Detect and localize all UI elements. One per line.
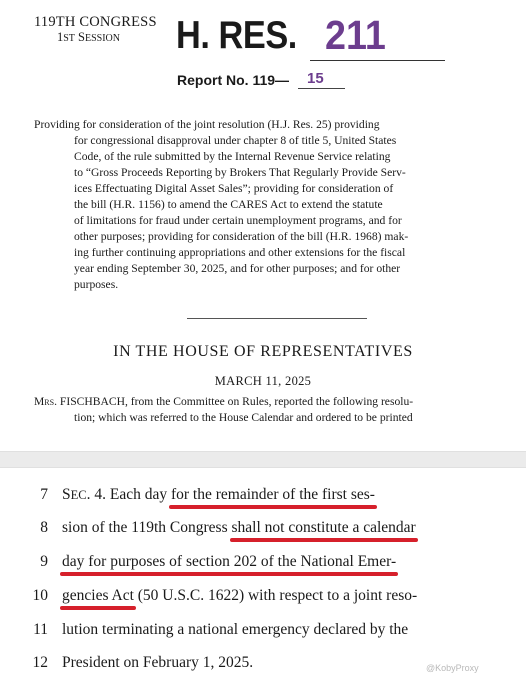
summary-line: the bill (H.R. 1156) to amend the CARES Act to extend the statute: [74, 198, 383, 211]
bill-text-segment: lution terminating a national emergency declared by the: [62, 621, 409, 638]
bill-line: [62, 587, 488, 605]
reporter-name: Mrs. FISCHBACH: [34, 395, 125, 408]
section-label: SEC.: [62, 486, 91, 503]
report-label: Report No. 119—: [177, 72, 290, 88]
summary-line: other purposes; providing for consideration of the bill (H.R. 1968) mak-: [74, 230, 409, 243]
reporter-line: , from the Committee on Rules, reported the following resolu-: [124, 395, 414, 408]
report-date: MARCH 11, 2025: [214, 374, 312, 388]
resolution-number-rule: [310, 60, 445, 61]
congress-label: 119TH CONGRESS: [34, 14, 157, 30]
underlined-text: shall not constitute a calendar: [231, 519, 416, 536]
summary-line: purposes.: [74, 278, 119, 291]
bill-text-segment: President on February 1, 2025.: [62, 654, 254, 671]
summary-line: of limitations for fraud under certain unemployment programs, and for: [74, 214, 402, 227]
line-number: 9: [40, 553, 48, 570]
red-underline: [60, 572, 398, 576]
bill-line: [62, 486, 488, 504]
chamber-heading: IN THE HOUSE OF REPRESENTATIVES: [113, 343, 413, 360]
summary-line: ing further continuing appropriations and other extensions for the fiscal: [74, 246, 406, 259]
summary-line: year ending September 30, 2025, and for other purposes; and for other: [74, 262, 401, 275]
summary-line: Providing for consideration of the joint resolution (H.J. Res. 25) providing: [34, 118, 380, 131]
section-divider: [187, 318, 367, 319]
bill-line: [62, 621, 488, 639]
bill-text-segment: SEC. 4. Each day: [62, 486, 171, 503]
line-number: 10: [32, 587, 48, 604]
resolution-label: H. RES.: [176, 14, 297, 57]
red-underline: [169, 505, 377, 509]
line-number: 7: [40, 486, 48, 503]
report-number-rule: [298, 88, 345, 89]
bill-line: [62, 654, 488, 672]
underlined-text: for the remainder of the first ses-: [170, 486, 375, 503]
summary-line: Code, of the rule submitted by the Internal Revenue Service relating: [74, 150, 391, 163]
reporter-statement: [34, 394, 492, 426]
bill-line: [62, 519, 488, 537]
line-number: 11: [33, 621, 48, 638]
line-number: 12: [32, 654, 48, 671]
summary-line: for congressional disapproval under chapter 8 of title 5, United States: [74, 134, 397, 147]
session-label: 1ST SESSION: [57, 30, 121, 44]
bill-text-segment: sion of the 119th Congress: [62, 519, 232, 536]
resolution-number: 211: [325, 12, 386, 58]
summary-line: to “Gross Proceeds Reporting by Brokers That Regularly Provide Serv-: [74, 166, 406, 179]
red-underline: [230, 538, 418, 542]
red-underline: [60, 606, 136, 610]
line-number: 8: [40, 519, 48, 536]
watermark: @KobyProxy: [426, 663, 479, 673]
crop-separator: [0, 451, 526, 468]
report-number: 15: [307, 70, 324, 87]
underlined-text: gencies Act: [62, 587, 134, 604]
underlined-text: day for purposes of section 202 of the National Emer-: [62, 553, 397, 570]
resolution-summary: [34, 117, 492, 293]
bill-text-segment: (50 U.S.C. 1622) with respect to a joint reso-: [133, 587, 418, 604]
summary-line: ices Effectuating Digital Asset Sales”; providing for consideration of: [74, 182, 394, 195]
bill-line: [62, 553, 488, 571]
reporter-line: tion; which was referred to the House Calendar and ordered to be printed: [74, 411, 413, 424]
